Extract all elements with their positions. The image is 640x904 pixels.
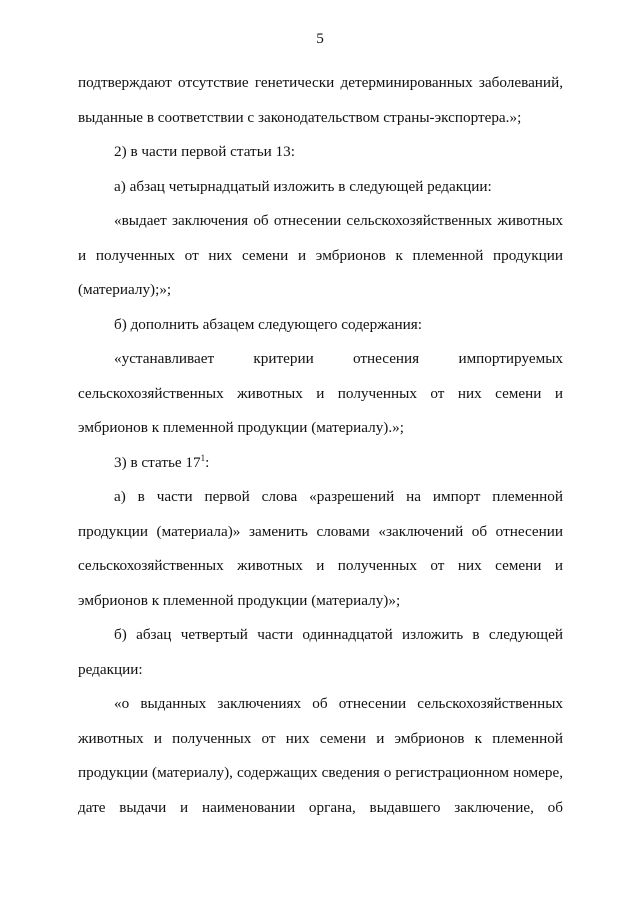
paragraph-6-line-3: эмбрионов к племенной продукции (материалу).»; <box>78 419 404 436</box>
paragraph-7 <box>78 446 563 481</box>
paragraph-7-text: 3) в статье 17 <box>114 453 201 471</box>
paragraph-4-line-1: «выдает заключения об отнесении сельскохозяйственных животных <box>114 212 563 229</box>
paragraph-2: 2) в части первой статьи 13: <box>114 143 295 160</box>
paragraph-8-line-4: эмбрионов к племенной продукции (материалу)»; <box>78 591 401 609</box>
paragraph-4-line-3: (материалу);»; <box>78 281 172 298</box>
document-body <box>78 66 563 825</box>
paragraph-10-line-1: «о выданных заключениях об отнесении сельскохозяйственных <box>114 695 563 712</box>
paragraph-10-line-4: дате выдачи и наименовании органа, выдавшего заключение, об <box>78 798 563 816</box>
paragraph-1-line-1: подтверждают отсутствие генетически детерминированных заболеваний, <box>78 74 563 91</box>
paragraph-1-line-2: выданные в соответствии с законодательством страны-экспортера.»; <box>78 108 522 126</box>
paragraph-9-line-1: б) абзац четвертый части одиннадцатой изложить в следующей <box>114 626 563 643</box>
paragraph-10-line-2: животных и полученных от них семени и эмбрионов к племенной <box>78 729 563 747</box>
paragraph-7-superscript: 1 <box>200 452 206 463</box>
paragraph-8-line-2: продукции (материала)» заменить словами «заключений об отнесении <box>78 522 563 540</box>
paragraph-8-line-1: а) в части первой слова «разрешений на импорт племенной <box>114 488 563 505</box>
paragraph-3: а) абзац четырнадцатый изложить в следующей редакции: <box>114 177 492 195</box>
paragraph-6-line-1: «устанавливает критерии отнесения импортируемых <box>114 350 563 367</box>
paragraph-4-line-2: и полученных от них семени и эмбрионов к племенной продукции <box>78 246 563 264</box>
paragraph-7-tail: : <box>205 453 210 471</box>
paragraph-5: б) дополнить абзацем следующего содержания: <box>114 315 422 333</box>
paragraph-10-line-3: продукции (материалу), содержащих сведения о регистрационном номере, <box>78 764 563 781</box>
paragraph-6-line-2: сельскохозяйственных животных и полученных от них семени и <box>78 384 563 402</box>
page-number: 5 <box>316 30 324 47</box>
paragraph-8-line-3: сельскохозяйственных животных и полученных от них семени и <box>78 557 563 574</box>
paragraph-9-line-2: редакции: <box>78 660 143 678</box>
